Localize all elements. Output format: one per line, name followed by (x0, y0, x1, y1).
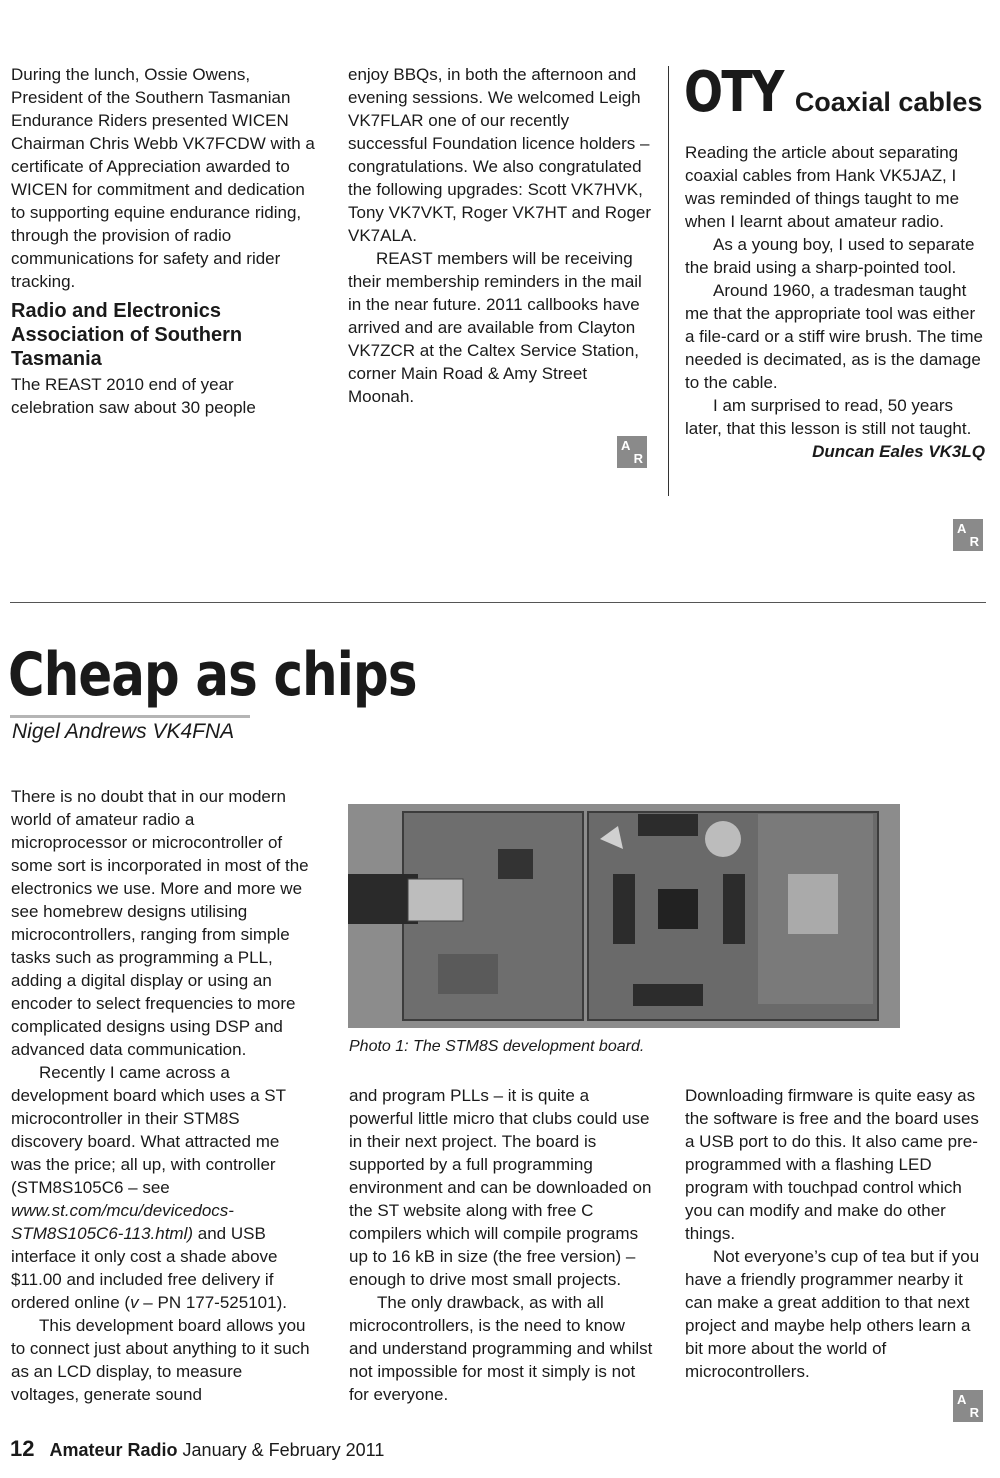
top-column-1 (11, 63, 316, 419)
section-heading: Radio and Electronics Association of Southern Tasmania (11, 300, 243, 370)
byline-rule (10, 715, 250, 718)
section-divider (10, 602, 986, 603)
paragraph: Around 1960, a tradesman taught me that the appropriate tool was either a file-card or a stiff wire brush. The time needed is decimated, as is the damage to the cable. (685, 281, 983, 392)
photo-caption: Photo 1: The STM8S development board. (349, 1038, 645, 1055)
oty-title: Coaxial cables (794, 87, 983, 117)
magazine-name: Amateur Radio (49, 1440, 178, 1460)
page-number: 12 (10, 1436, 35, 1461)
oty-column (685, 141, 985, 463)
oty-label: OTY (684, 60, 783, 125)
paragraph: Not everyone’s cup of tea but if you have a friendly programmer nearby it can make a great addition to that next project and maybe help others learn a bit more about the world of microcontrollers. (685, 1247, 980, 1381)
article-author: Nigel Andrews VK4FNA (12, 720, 235, 743)
paragraph: enjoy BBQs, in both the afternoon and evening sessions. We welcomed Leigh VK7FLAR one of our recently successful Foundation licence holders – congratulations. We also congratulated the following upgrades: Scott VK7HVK, Tony VK7VKT, Roger VK7HT and Roger VK7ALA. (348, 65, 652, 245)
article-column-1 (11, 785, 311, 1406)
photo-dev-board (348, 804, 900, 1028)
column-divider (668, 66, 669, 496)
ar-end-mark-icon: A R (953, 519, 983, 551)
paragraph: Recently I came across a development board which uses a ST microcontroller in their STM8S discovery board. What attracted me was the price; all up, with controller (STM8S105C6 – see www.st.com/mcu/devicedocs-STM8S105C6-113.html) and USB interface it only cost a shade above $11.00 and included free delivery if ordered online (v – PN 177-525101). (11, 1063, 287, 1312)
ar-end-mark-icon: A R (953, 1390, 983, 1422)
url-text: www.st.com/mcu/devicedocs-STM8S105C6-113.html) (11, 1201, 234, 1243)
article-title: Cheap as chips (8, 640, 417, 710)
paragraph: There is no doubt that in our modern world of amateur radio a microprocessor or microcontroller of some sort is incorporated in most of the electronics we use. More and more we see homebrew designs utilising microcontrollers, ranging from simple tasks such as programming a PLL, adding a digital display or using an encoder to select frequencies to more complicated designs using DSP and advanced data communication. (11, 787, 309, 1059)
ar-end-mark-icon: A R (617, 436, 647, 468)
paragraph: The only drawback, as with all microcontrollers, is the need to know and understand programming and whilst not impossible for most it simply is not for everyone. (349, 1293, 653, 1404)
paragraph: REAST members will be receiving their membership reminders in the mail in the near future. 2011 callbooks have arrived and are available from Clayton VK7ZCR at the Caltex Service Station, corner Main Road & Amy Street Moonah. (348, 249, 642, 406)
top-column-2 (348, 63, 653, 408)
paragraph: I am surprised to read, 50 years later, that this lesson is still not taught. (685, 396, 972, 438)
paragraph: The REAST 2010 end of year celebration saw about 30 people (11, 375, 256, 417)
page-footer (10, 1436, 384, 1462)
paragraph: and program PLLs – it is quite a powerful little micro that clubs could use in their next project. The board is supported by a full programming environment and can be downloaded on the ST website along with free C compilers which will compile programs up to 16 kB in size (the free version) – enough to drive most small projects. (349, 1086, 652, 1289)
article-column-2 (349, 1084, 654, 1406)
signoff: Duncan Eales VK3LQ (812, 442, 985, 461)
paragraph: During the lunch, Ossie Owens, President of the Southern Tasmanian Endurance Riders presented WICEN Chairman Chris Webb VK7FCDW with a certificate of Appreciation awarded to WICEN for commitment and dedication to supporting equine endurance riding, through the provision of radio communications for safety and rider tracking. (11, 65, 315, 291)
oty-heading (684, 60, 982, 125)
paragraph: Downloading firmware is quite easy as the software is free and the board uses a USB port to do this. It also came pre-programmed with a flashing LED program with touchpad control which you can modify and make do other things. (685, 1086, 979, 1243)
article-column-3 (685, 1084, 985, 1383)
paragraph: Reading the article about separating coaxial cables from Hank VK5JAZ, I was reminded of things taught to me when I learnt about amateur radio. (685, 143, 960, 231)
paragraph: This development board allows you to connect just about anything to it such as an LCD display, to measure voltages, generate sound (11, 1316, 310, 1404)
issue-date: January & February 2011 (182, 1440, 385, 1460)
paragraph: As a young boy, I used to separate the braid using a sharp-pointed tool. (685, 235, 975, 277)
